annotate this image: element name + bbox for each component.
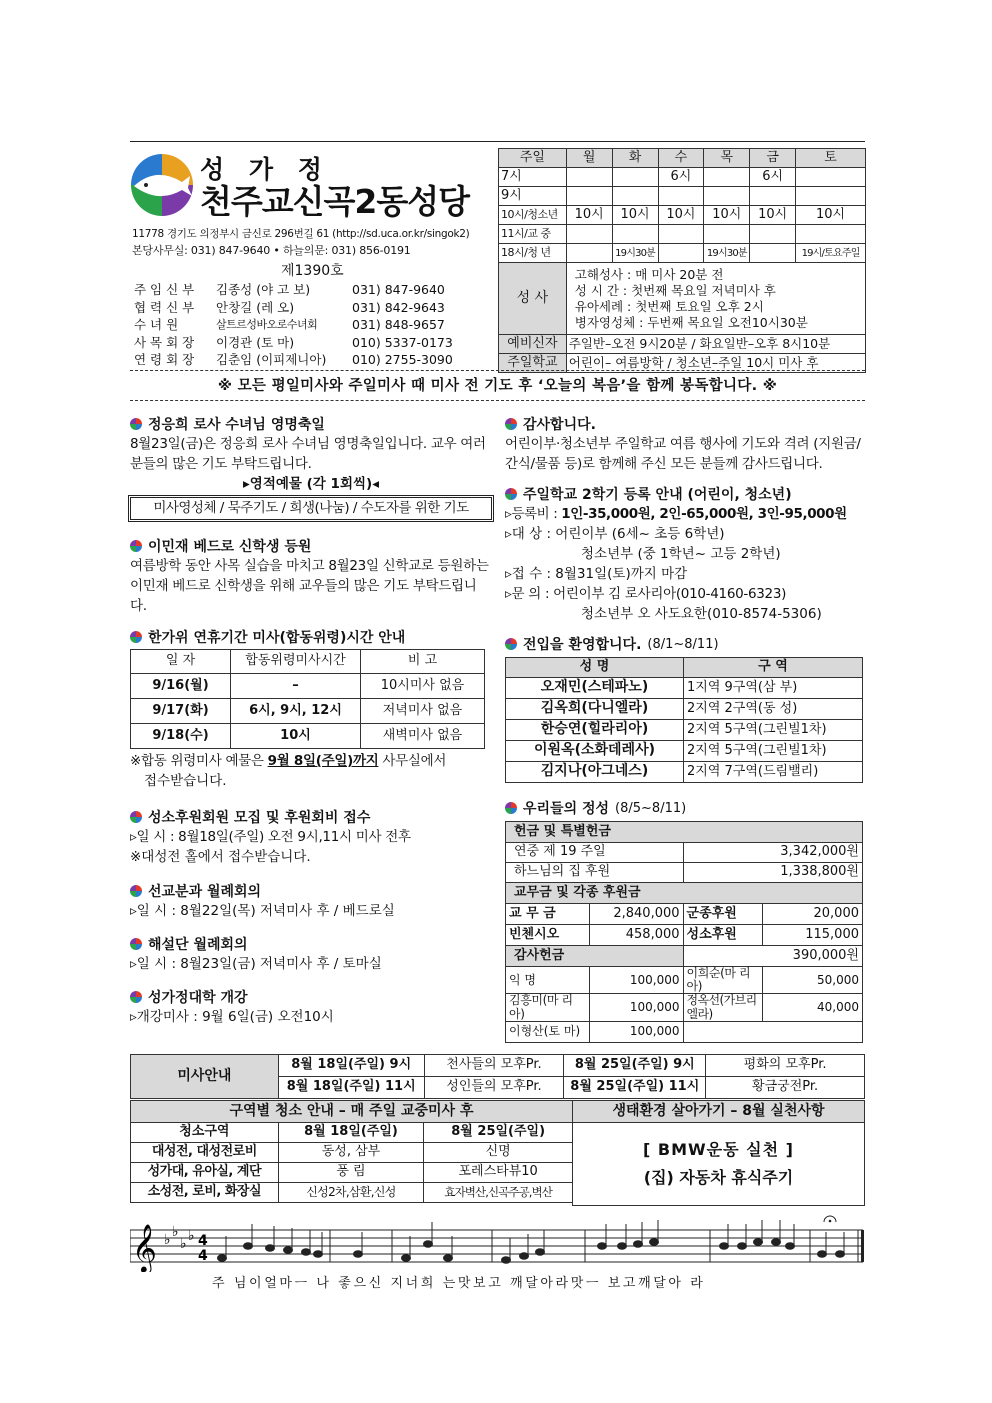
note-part: 사무실에서 [378,753,447,769]
section-text: 여름방학 동안 사목 실습을 마치고 8월23일 신학교로 등원하는 이민재 베드로 신학생을 위해 교우들의 많은 기도 부탁드립니다. [130,558,489,614]
table-cell: 10시미사 없음 [361,674,485,699]
bullet-icon [130,885,142,897]
table-cell: 9/16(월) [131,674,231,699]
address: 11778 경기도 의정부시 금신로 296번길 61 (http://sd.uca.or.kr/singok2) [132,228,470,240]
table-header: 청소구역 [131,1123,279,1143]
section-title-text: 주일학교 2학기 등록 안내 (어린이, 청소년) [523,487,792,503]
section-line: ▹개강미사 : 9월 6일(금) 오전10시 [130,1009,334,1025]
section-title [130,414,492,434]
note-part: ※합동 위령미사 예물은 [130,753,268,769]
mass-guide-label: 미사안내 [131,1055,279,1099]
schedule-cell [658,187,704,206]
music-note [218,1255,227,1262]
bullet-icon [505,418,517,430]
music-note [502,1257,511,1264]
staff-role: 수 녀 원 [134,317,179,332]
notice-banner: ※ 모든 평일미사와 주일미사 때 미사 전 기도 후 ‘오늘의 복음’을 함께 봉독합니다. ※ [217,378,778,394]
table-header: 8월 25일(주일) [424,1123,573,1143]
mass-guide-table [130,1054,865,1099]
schedule-cell [658,225,704,244]
cleaning-title: 구역별 청소 안내 – 매 주일 교중미사 후 [131,1101,573,1123]
music-note [354,1251,363,1258]
table-cell: 20,000 [763,904,863,925]
staff-role: 협 력 신 부 [134,299,195,315]
bullet-icon [130,540,142,552]
schedule-cell [704,225,750,244]
table-cell: 평화의 모후Pr. [706,1055,865,1077]
section-title [505,634,867,654]
section-title-text: 성가정대학 개강 [148,990,248,1006]
schedule-cell [750,244,796,263]
prep-label: 예비신자 [499,335,567,354]
table-cell: 8월 25일(주일) 11시 [564,1077,706,1099]
schedule-cell: 7시 [499,168,567,187]
schedule-cell: 6시 [658,168,704,187]
table-cell: 빈첸시오 [506,925,590,946]
table-cell: 성소후원 [683,925,763,946]
bullet-icon [130,938,142,950]
schedule-cell [612,187,658,206]
table-cell: 연중 제 19 주일 [506,843,684,863]
day-header: 토 [796,149,866,168]
schedule-cell [566,225,612,244]
table-cell: 9/18(수) [131,724,231,749]
table-cell: 100,000 [589,994,683,1021]
svg-text:♭: ♭ [188,1228,195,1244]
table-cell: 2지역 5구역(그린빌1차) [684,720,863,741]
section-line: 청소년부 (중 1학년~ 고등 2학년) [581,546,781,562]
table-cell: 10시 [231,724,361,749]
staff-phone: 010) 5337-0173 [352,334,453,350]
table-cell: 8월 18일(주일) 11시 [278,1077,424,1099]
table-cell: 김흥미(마 리 아) [506,994,590,1021]
offerings-header: 교무금 및 각종 후원금 [506,883,863,904]
schedule-cell [796,225,866,244]
table-cell: 2지역 2구역(동 성) [684,699,863,720]
offerings-table [505,821,863,1043]
table-cell: 교 무 금 [506,904,590,925]
table-cell: 1지역 9구역(삼 부) [684,678,863,699]
music-note [266,1245,275,1252]
table-cell: 50,000 [763,967,863,994]
day-header: 금 [750,149,796,168]
staff-row [134,316,453,334]
music-note [424,1241,433,1248]
music-note [302,1249,311,1256]
bullet-icon [130,991,142,1003]
section-title [130,881,492,901]
mass-schedule-table [498,148,866,373]
staff-list [134,281,453,369]
newcomers-table [505,657,863,783]
table-cell: 6시, 9시, 12시 [231,699,361,724]
table-cell: 포레스타뷰10 [424,1163,573,1183]
sacrament-line: 병자영성체 : 두번째 목요일 오전10시30분 [574,314,808,330]
table-cell: 이형산(토 마) [506,1021,590,1042]
staff-phone: 031) 847-9640 [352,282,445,297]
bullet-icon [130,811,142,823]
table-cell: 하느님의 집 후원 [506,863,684,883]
staff-phone: 031) 848-9657 [352,317,445,332]
section-text: 어린이부·청소년부 주일학교 여름 행사에 기도와 격려 (지원금/간식/물품 등)로 함께해 주신 모든 분들께 감사드립니다. [505,436,861,472]
section-line: ※대성전 홀에서 접수받습니다. [130,849,311,865]
bullet-icon [130,418,142,430]
staff-name: 김종성 (야 고 보) [216,282,311,297]
schedule-cell [612,168,658,187]
schedule-cell: 19시30분 [704,244,750,263]
music-note [618,1243,627,1250]
table-cell: 40,000 [763,994,863,1021]
section-title-text: 한가위 연휴기간 미사(합동위령)시간 안내 [148,630,406,646]
sacrament-line: 유아세례 : 첫번째 토요일 오후 2시 [574,298,764,314]
section-line: ▹일 시 : 8월18일(주일) 오전 9시,11시 미사 전후 [130,829,411,845]
section-title-text: 해설단 월례회의 [148,937,248,953]
table-cell: 2지역 7구역(드림밸리) [684,762,863,783]
table-header: 비 고 [361,650,485,674]
table-cell: – [231,674,361,699]
section-period: (8/1~8/11) [647,636,719,652]
schedule-cell [566,244,612,263]
table-cell: 9/17(화) [131,699,231,724]
section-line: 청소년부 오 사도요한(010-8574-5306) [581,606,822,622]
spiritual-offering-title: ▸영적예물 (각 1회씩)◂ [243,476,379,492]
section-title [505,484,867,504]
section-text: 8월23일(금)은 정응희 로사 수녀님 영명축일입니다. 교우 여러분들의 많은 기도 부탁드립니다. [130,436,486,472]
table-header: 구 역 [684,658,863,678]
chuseok-note [130,751,492,771]
day-header: 화 [612,149,658,168]
table-cell: 오재민(스테파노) [506,678,684,699]
left-column [130,414,492,1027]
table-cell: 2,840,000 [589,904,683,925]
staff-role: 연 령 회 장 [134,352,195,367]
parish-name: 천주교신곡2동성당 [200,182,469,221]
section-title [130,807,492,827]
svg-text:4: 4 [198,1233,208,1249]
section-line: ▹접 수 : 8월31일(토)까지 마감 [505,566,688,582]
section-line: ▹일 시 : 8월23일(금) 저녁미사 후 / 토마실 [130,956,382,972]
section-period: (8/5~8/11) [615,800,687,816]
music-note [836,1251,845,1258]
svg-text:𝄞: 𝄞 [132,1223,157,1272]
table-cell: 신명 [424,1143,573,1163]
section-title [505,414,867,434]
issue-number: 제1390호 [281,263,344,279]
schedule-cell: 19시/토요주일 [796,244,866,263]
schedule-cell: 10시 [750,206,796,225]
parish-small-title: 성 가 정 [200,155,330,184]
section-title-text: 우리들의 정성 [523,801,610,817]
music-staff [130,1210,865,1272]
music-note [314,1251,323,1258]
lyrics: 주 님이얼마ㅡ 나 좋으신 지너희 는맛보고 깨달아라맛ㅡ 보고깨달아 라 [212,1276,706,1291]
staff-name: 김춘임 (이피제니아) [216,352,327,367]
table-cell: 100,000 [589,1021,683,1042]
music-note [818,1251,827,1258]
bullet-icon [505,488,517,500]
table-header: 합동위령미사시간 [231,650,361,674]
table-cell: 1,338,800원 [683,863,862,883]
table-cell: 458,000 [589,925,683,946]
svg-text:♭: ♭ [172,1224,179,1240]
section-line: ▹대 상 : 어린이부 (6세~ 초등 6학년) [505,526,725,542]
section-title [130,627,492,647]
svg-text:♭: ♭ [180,1236,187,1252]
staff-name: 살트르성바오로수녀회 [216,318,318,331]
music-note [284,1247,293,1254]
schedule-cell: 6시 [750,168,796,187]
music-note [402,1255,411,1262]
table-cell: 군종후원 [683,904,763,925]
school-label: 주일학교 [499,354,567,373]
schedule-cell [704,187,750,206]
table-cell: 이원옥(소화데레사) [506,741,684,762]
table-cell: 익 명 [506,967,590,994]
table-cell: 성가대, 유아실, 계단 [131,1163,279,1183]
cleaning-table [130,1100,573,1203]
eco-title: 생태환경 살아가기 – 8월 실천사항 [573,1101,865,1123]
schedule-cell [750,225,796,244]
music-note [634,1241,643,1248]
table-cell [683,1021,862,1042]
schedule-cell: 10시 [704,206,750,225]
section-title [130,536,492,556]
table-cell: 풍 림 [278,1163,424,1183]
music-note [720,1243,729,1250]
schedule-cell: 10시 [796,206,866,225]
table-cell: 저녁미사 없음 [361,699,485,724]
fee-label: ▹등록비 : [505,506,562,522]
schedule-cell [658,244,704,263]
offerings-header: 헌금 및 특별헌금 [506,822,863,843]
music-note [598,1243,607,1250]
section-title-text: 선교분과 월례회의 [148,884,262,900]
table-header: 성 명 [506,658,684,678]
schedule-cell: 10시/청소년 [499,206,567,225]
staff-name: 안창길 (레 오) [216,299,295,315]
schedule-cell: 11시/교 중 [499,225,567,244]
schedule-cell [704,168,750,187]
music-note [244,1243,253,1250]
music-note [786,1243,795,1250]
spiritual-offering-box: 미사영성체 / 묵주기도 / 희생(나눔) / 수도자를 위한 기도 [130,497,492,520]
svg-text:4: 4 [198,1248,208,1264]
table-cell: 8월 25일(주일) 9시 [564,1055,706,1077]
staff-phone: 010) 2755-3090 [352,352,453,367]
table-cell: 황금궁전Pr. [706,1077,865,1099]
school-value: 어린이– 여름방학 / 청소년–주일 10시 미사 후 [566,354,865,373]
schedule-cell: 10시 [658,206,704,225]
table-cell: 소성전, 로비, 화장실 [131,1183,279,1203]
table-cell: 김지나(아그네스) [506,762,684,783]
staff-name: 이경관 (토 마) [216,334,295,350]
section-title [130,934,492,954]
staff-row [134,351,453,369]
table-cell: 성인들의 모후Pr. [424,1077,564,1099]
schedule-cell [566,168,612,187]
music-note [536,1249,545,1256]
eco-line: [ BMW운동 실천 ] [643,1140,794,1159]
table-cell: 대성전, 대성전로비 [131,1143,279,1163]
table-cell: 동성, 삼부 [278,1143,424,1163]
schedule-cell: 9시 [499,187,567,206]
chuseok-table [130,649,485,749]
music-note [520,1253,529,1260]
staff-row [134,281,453,299]
table-cell: 8월 18일(주일) 9시 [278,1055,424,1077]
sacrament-line: 성 시 간 : 첫번째 목요일 저녁미사 후 [574,282,776,298]
table-cell: 김옥희(다니엘라) [506,699,684,720]
section-title-text: 감사합니다. [523,417,596,433]
offerings-header: 감사헌금 [506,946,684,967]
schedule-cell [566,187,612,206]
day-header: 수 [658,149,704,168]
table-cell: 115,000 [763,925,863,946]
right-column [505,414,867,1043]
eco-table [572,1100,865,1206]
chuseok-note-2: 접수받습니다. [144,773,227,789]
section-line: ▹문 의 : 어린이부 김 로사리아(010-4160-6323) [505,586,787,602]
table-cell: 이희순(마 리 아) [683,967,763,994]
table-cell: 390,000원 [683,946,862,967]
section-title-text: 정응희 로사 수녀님 영명축일 [148,417,325,433]
schedule-cell [750,187,796,206]
music-note [444,1255,453,1262]
music-note [772,1239,781,1246]
day-header: 목 [704,149,750,168]
section-title-text: 이민재 베드로 신학생 등원 [148,539,312,555]
staff-role: 주 임 신 부 [134,282,195,297]
schedule-cell [612,225,658,244]
section-title [130,987,492,1007]
schedule-cell [796,187,866,206]
bullet-icon [130,631,142,643]
section-line: ▹일 시 : 8월22일(목) 저녁미사 후 / 베드로실 [130,903,395,919]
table-cell: 신성2차,삼환,신성 [278,1183,424,1203]
table-cell: 100,000 [589,967,683,994]
prep-value: 주일반–오전 9시20분 / 화요일반–오후 8시10분 [566,335,865,354]
fee-value: 1인-35,000원, 2인-65,000원, 3인-95,000원 [561,506,847,522]
staff-row [134,299,453,317]
table-header: 8월 18일(주일) [278,1123,424,1143]
bullet-icon [505,802,517,814]
table-cell: 3,342,000원 [683,843,862,863]
bullet-icon [505,638,517,650]
day-header: 주일 [499,149,567,168]
schedule-cell: 10시 [566,206,612,225]
music-note [738,1243,747,1250]
parish-logo [126,152,198,218]
sacrament-label: 성 사 [499,263,567,335]
schedule-cell [796,168,866,187]
table-cell: 천사들의 모후Pr. [424,1055,564,1077]
table-header: 일 자 [131,650,231,674]
day-header: 월 [566,149,612,168]
section-title-text: 성소후원회원 모집 및 후원회비 접수 [148,810,371,826]
schedule-cell: 10시 [612,206,658,225]
schedule-cell: 18시/청 년 [499,244,567,263]
registration-fee [505,504,867,524]
section-title [505,798,867,818]
sacrament-line: 고해성사 : 매 미사 20분 전 [574,266,724,282]
table-cell: 정옥선(가브리엘라) [683,994,763,1021]
section-title-text: 전입을 환영합니다. [523,637,642,653]
staff-row [134,334,453,352]
schedule-cell: 19시30분 [612,244,658,263]
music-note [650,1239,659,1246]
table-cell: 새벽미사 없음 [361,724,485,749]
svg-text:♭: ♭ [164,1232,171,1248]
eco-line: (집) 자동차 휴식주기 [643,1168,794,1187]
staff-phone: 031) 842-9643 [352,299,445,315]
table-cell: 한승연(힐라리아) [506,720,684,741]
note-deadline: 9월 8일(주일)까지 [267,753,379,769]
music-note [754,1239,763,1246]
staff-role: 사 목 회 장 [134,334,195,350]
table-cell: 2지역 5구역(그린빌1차) [684,741,863,762]
table-cell: 효자벽산,신곡주공,벽산 [424,1183,573,1203]
office-phones: 본당사무실: 031) 847-9640 • 하늘의문: 031) 856-0191 [132,244,411,257]
